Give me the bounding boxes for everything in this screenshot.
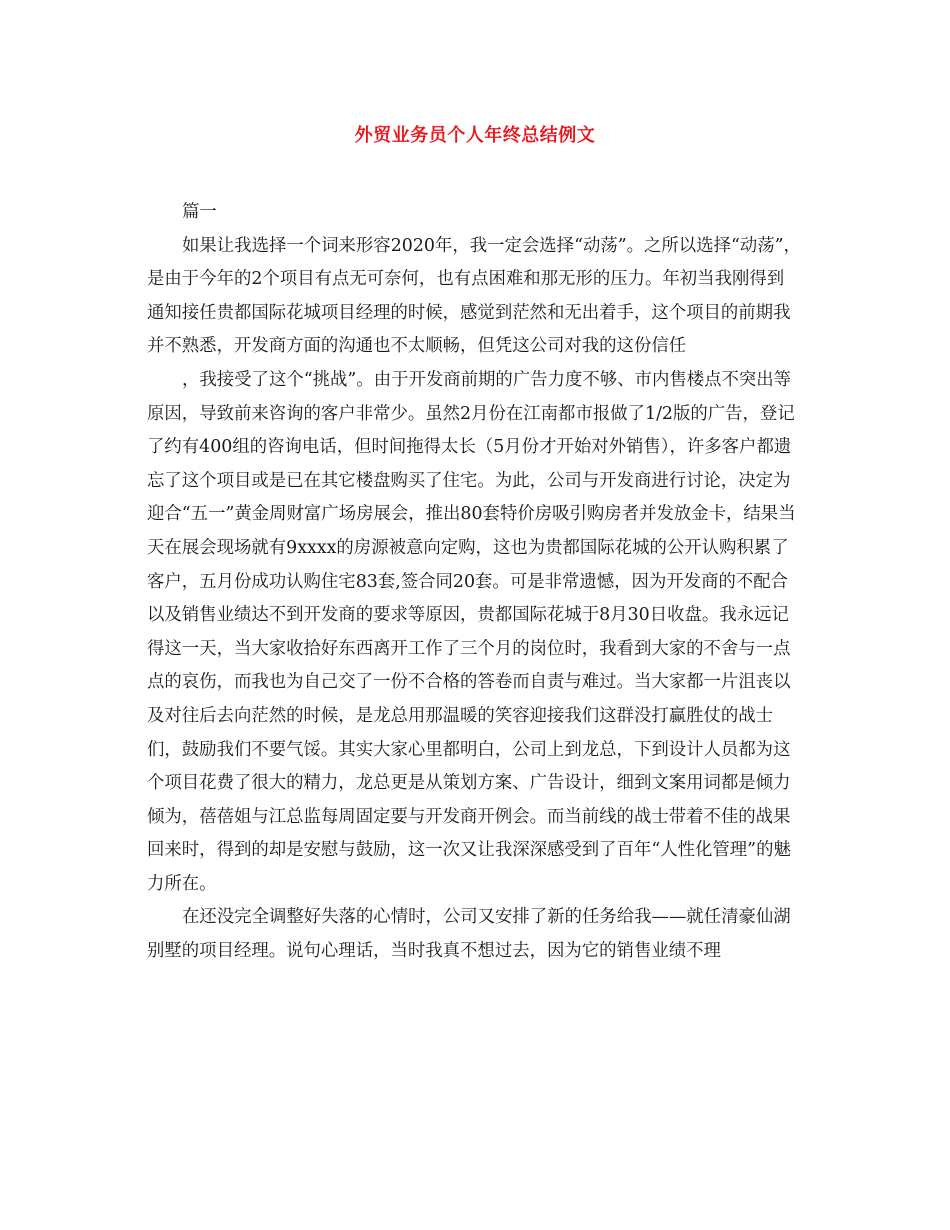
paragraph-2: ，我接受了这个“挑战”。由于开发商前期的广告力度不够、市内售楼点不突出等原因，导致前来咨询的客户非常少。虽然2月份在江南都市报做了1/2版的广告，登记了约有400组的咨询电话，但时间拖得太长（5月份才开始对外销售），许多客户都遗忘了这个项目或是已在其它楼盘购买了住宅。为此，公司与开发商进行讨论，决定为迎合“五一”黄金周财富广场房展会，推出80套特价房吸引购房者并发放金卡，结果当天在展会现场就有9xxxx的房源被意向定购，这也为贵都国际花城的公开认购积累了客户，五月份成功认购住宅83套,签合同20套。可是非常遗憾，因为开发商的不配合以及销售业绩达不到开发商的要求等原因，贵都国际花城于8月30日收盘。我永远记得这一天，当大家收拾好东西离开工作了三个月的岗位时，我看到大家的不舍与一点点的哀伤，而我也为自己交了一份不合格的答卷而自责与难过。当大家都一片沮丧以及对往后去向茫然的时候，是龙总用那温暖的笑容迎接我们这群没打赢胜仗的战士们，鼓励我们不要气馁。其实大家心里都明白，公司上到龙总，下到设计人员都为这个项目花费了很大的精力，龙总更是从策划方案、广告设计，细到文案用词都是倾力倾为，蓓蓓姐与江总监每周固定要与开发商开例会。而当前线的战士带着不佳的战果回来时，得到的却是安慰与鼓励，这一次又让我深深感受到了百年“人性化管理”的魅力所在。 (147, 369, 796, 894)
document-body (147, 196, 801, 969)
paragraph-3: 在还没完全调整好失落的心情时，公司又安排了新的任务给我——就任清豪仙湖别墅的项目经理。说句心理话，当时我真不想过去，因为它的销售业绩不理 (147, 907, 791, 962)
section-label: 篇一 (182, 202, 217, 222)
document-title: 外贸业务员个人年终总结例文 (354, 125, 596, 146)
paragraph-1: 如果让我选择一个词来形容2020年，我一定会选择“动荡”。之所以选择“动荡”，是由于今年的2个项目有点无可奈何，也有点困难和那无形的压力。年初当我刚得到通知接任贵都国际花城项目经理的时候，感觉到茫然和无出着手，这个项目的前期我并不熟悉，开发商方面的沟通也不太顺畅，但凭这公司对我的这份信任 (147, 235, 801, 357)
